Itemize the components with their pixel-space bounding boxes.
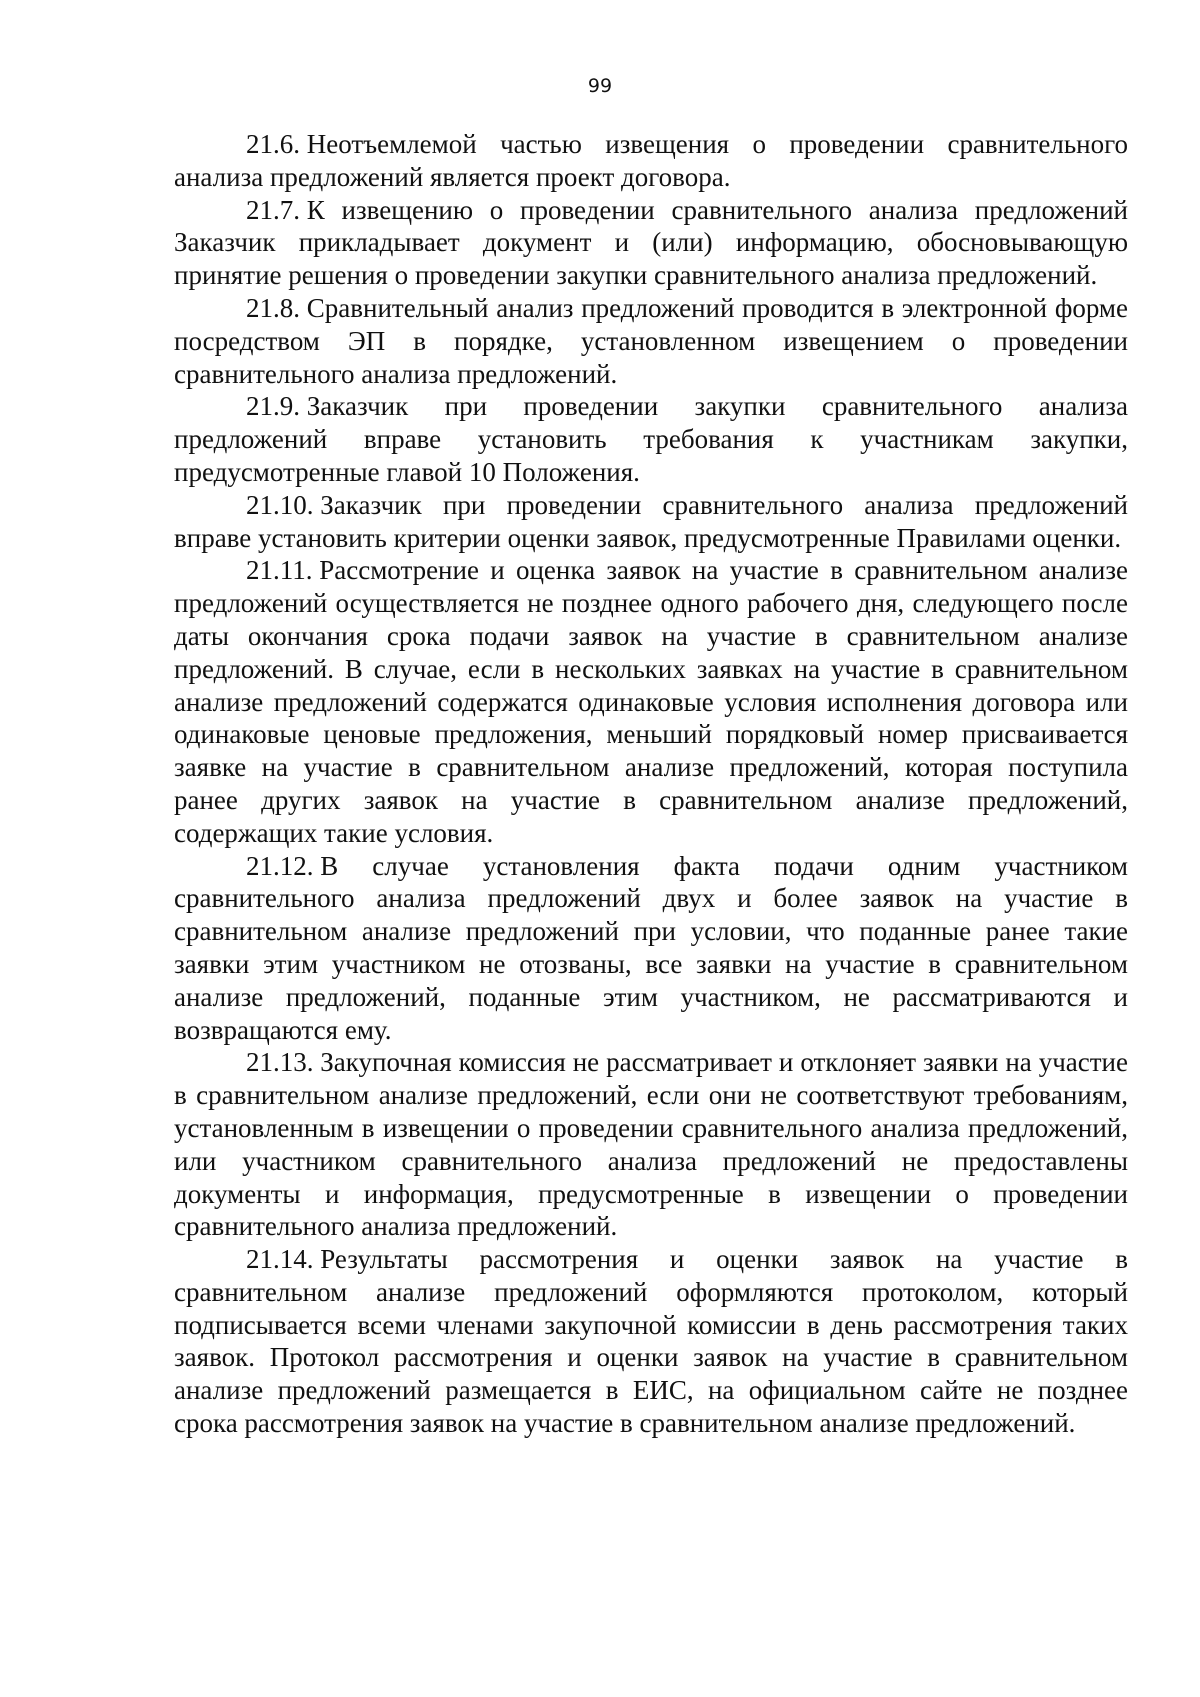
clause-number: 21.9.: [246, 391, 300, 422]
paragraph-21-11: [174, 554, 1128, 849]
clause-number: 21.7.: [246, 194, 300, 225]
clause-number: 21.8.: [246, 292, 300, 323]
paragraph-21-12: [174, 850, 1128, 1047]
clause-number: 21.14.: [246, 1244, 314, 1275]
clause-number: 21.12.: [246, 850, 314, 881]
document-body: [174, 128, 1128, 1440]
paragraph-21-10: [174, 489, 1128, 555]
paragraph-21-8: [174, 292, 1128, 390]
clause-number: 21.13.: [246, 1047, 314, 1078]
clause-number: 21.11.: [246, 555, 313, 586]
paragraph-21-9: [174, 390, 1128, 488]
clause-text: Заказчик при проведении сравнительного анализа предложений вправе установить критерии оценки заявок, предусмотренные Правилами оценки.: [174, 489, 1128, 553]
paragraph-21-6: [174, 128, 1128, 194]
clause-text: В случае установления факта подачи одним участником сравнительного анализа предложений двух и более заявок на участие в сравнительном анализе предложений при условии, что поданные ранее такие заявки этим участником не отозваны, все заявки на участие в сравнительном анализе предложений, поданные этим участником, не рассматриваются и возвращаются ему.: [174, 850, 1128, 1045]
clause-number: 21.10.: [246, 489, 314, 520]
clause-text: Неотъемлемой частью извещения о проведении сравнительного анализа предложений является проект договора.: [174, 129, 1128, 192]
paragraph-21-7: [174, 194, 1128, 292]
clause-text: Заказчик при проведении закупки сравнительного анализа предложений вправе установить требования к участникам закупки, предусмотренные главой 10 Положения.: [174, 391, 1128, 487]
clause-number: 21.6.: [246, 129, 300, 159]
clause-text: Сравнительный анализ предложений проводится в электронной форме посредством ЭП в порядке, установленном извещением о проведении сравнительного анализа предложений.: [174, 292, 1128, 389]
paragraph-21-14: [174, 1243, 1128, 1440]
clause-text: К извещению о проведении сравнительного анализа предложений Заказчик прикладывает документ и (или) информацию, обосновывающую принятие решения о проведении закупки сравнительного анализа предложений.: [174, 194, 1128, 291]
clause-text: Результаты рассмотрения и оценки заявок на участие в сравнительном анализе предложений оформляются протоколом, который подписывается всеми членами закупочной комиссии в день рассмотрения таких заявок. Протокол рассмотрения и оценки заявок на участие в сравнительном анализе предложений размещается в ЕИС, на официальном сайте не позднее срока рассмотрения заявок на участие в сравнительном анализе предложений.: [174, 1244, 1128, 1439]
clause-text: Рассмотрение и оценка заявок на участие в сравнительном анализе предложений осуществляется не позднее одного рабочего дня, следующего после даты окончания срока подачи заявок на участие в сравнительном анализе предложений. В случае, если в нескольких заявках на участие в сравнительном анализе предложений содержатся одинаковые условия исполнения договора или одинаковые ценовые предложения, меньший порядковый номер присваивается заявке на участие в сравнительном анализе предложений, которая поступила ранее других заявок на участие в сравнительном анализе предложений, содержащих такие условия.: [174, 555, 1128, 848]
paragraph-21-13: [174, 1046, 1128, 1243]
page-number: 99: [587, 75, 613, 97]
clause-text: Закупочная комиссия не рассматривает и отклоняет заявки на участие в сравнительном анализе предложений, если они не соответствуют требованиям, установленным в извещении о проведении сравнительного анализа предложений, или участником сравнительного анализа предложений не предоставлены документы и информация, предусмотренные в извещении о проведении сравнительного анализа предложений.: [174, 1047, 1128, 1242]
